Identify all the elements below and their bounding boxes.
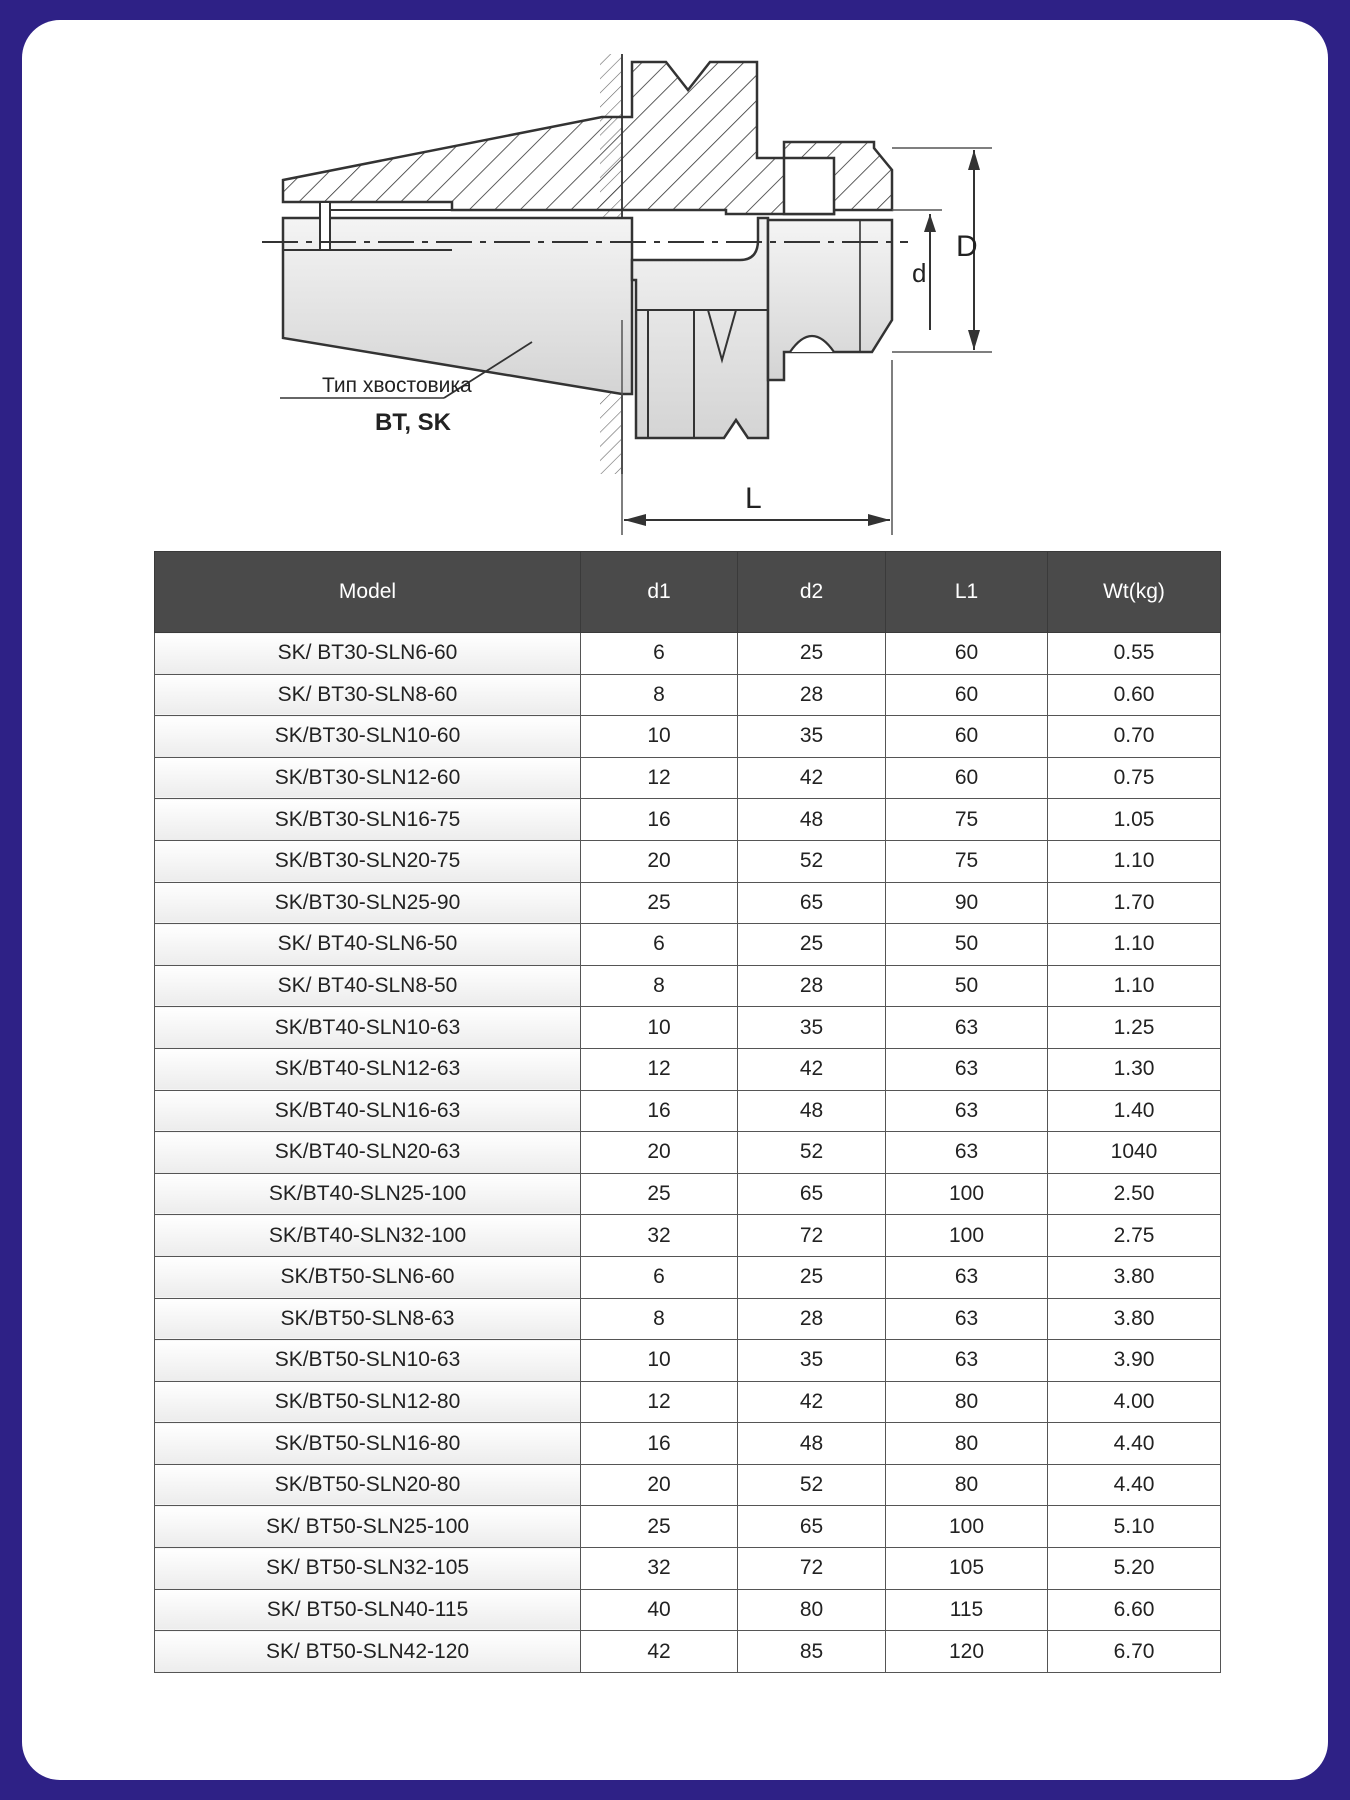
d2-cell: 52: [738, 1132, 886, 1174]
table-row: [155, 840, 1221, 882]
l1-cell: 63: [886, 1048, 1048, 1090]
d1-cell: 16: [581, 1423, 738, 1465]
tool-holder-drawing: [22, 20, 1328, 580]
d2-cell: 25: [738, 924, 886, 966]
weight-cell: 1.05: [1048, 799, 1221, 841]
d1-cell: 40: [581, 1589, 738, 1631]
weight-cell: 6.60: [1048, 1589, 1221, 1631]
weight-cell: 1040: [1048, 1132, 1221, 1174]
model-cell: SK/BT50-SLN8-63: [155, 1298, 581, 1340]
d1-cell: 32: [581, 1548, 738, 1590]
header-model: Model: [155, 552, 581, 633]
model-cell: SK/ BT50-SLN42-120: [155, 1631, 581, 1673]
model-cell: SK/ BT40-SLN6-50: [155, 924, 581, 966]
d1-cell: 42: [581, 1631, 738, 1673]
l1-cell: 50: [886, 965, 1048, 1007]
weight-cell: 3.90: [1048, 1340, 1221, 1382]
l1-cell: 63: [886, 1132, 1048, 1174]
table-row: [155, 1173, 1221, 1215]
table-row: [155, 965, 1221, 1007]
model-cell: SK/BT30-SLN25-90: [155, 882, 581, 924]
table-row: [155, 633, 1221, 675]
weight-cell: 3.80: [1048, 1298, 1221, 1340]
header-d1: d1: [581, 552, 738, 633]
l1-cell: 60: [886, 633, 1048, 675]
l1-cell: 60: [886, 757, 1048, 799]
d2-cell: 35: [738, 1007, 886, 1049]
model-cell: SK/BT50-SLN6-60: [155, 1256, 581, 1298]
d2-cell: 52: [738, 840, 886, 882]
d2-cell: 52: [738, 1464, 886, 1506]
spec-table: [154, 551, 1221, 1673]
weight-cell: 5.10: [1048, 1506, 1221, 1548]
model-cell: SK/BT40-SLN20-63: [155, 1132, 581, 1174]
shank-type-values: BT, SK: [375, 409, 452, 436]
l1-cell: 60: [886, 716, 1048, 758]
l1-cell: 100: [886, 1173, 1048, 1215]
weight-cell: 2.75: [1048, 1215, 1221, 1257]
l1-cell: 80: [886, 1423, 1048, 1465]
weight-cell: 1.10: [1048, 965, 1221, 1007]
weight-cell: 3.80: [1048, 1256, 1221, 1298]
l1-cell: 63: [886, 1090, 1048, 1132]
d2-cell: 42: [738, 1381, 886, 1423]
table-row: [155, 1132, 1221, 1174]
table-row: [155, 1381, 1221, 1423]
l1-cell: 63: [886, 1298, 1048, 1340]
d2-cell: 48: [738, 1090, 886, 1132]
model-cell: SK/ BT30-SLN6-60: [155, 633, 581, 675]
d2-cell: 85: [738, 1631, 886, 1673]
model-cell: SK/BT40-SLN25-100: [155, 1173, 581, 1215]
weight-cell: 6.70: [1048, 1631, 1221, 1673]
table-row: [155, 1048, 1221, 1090]
table-row: [155, 799, 1221, 841]
table-row: [155, 1506, 1221, 1548]
d2-cell: 72: [738, 1215, 886, 1257]
dim-d-label: d: [912, 258, 927, 288]
d1-cell: 16: [581, 799, 738, 841]
model-cell: SK/BT50-SLN10-63: [155, 1340, 581, 1382]
weight-cell: 0.75: [1048, 757, 1221, 799]
l1-cell: 115: [886, 1589, 1048, 1631]
d1-cell: 20: [581, 1132, 738, 1174]
l1-cell: 50: [886, 924, 1048, 966]
model-cell: SK/BT30-SLN20-75: [155, 840, 581, 882]
model-cell: SK/BT30-SLN12-60: [155, 757, 581, 799]
weight-cell: 4.40: [1048, 1423, 1221, 1465]
header-l1: L1: [886, 552, 1048, 633]
model-cell: SK/BT50-SLN20-80: [155, 1464, 581, 1506]
d2-cell: 35: [738, 1340, 886, 1382]
d2-cell: 80: [738, 1589, 886, 1631]
d2-cell: 48: [738, 1423, 886, 1465]
d2-cell: 25: [738, 633, 886, 675]
table-header-row: [155, 552, 1221, 633]
model-cell: SK/BT40-SLN32-100: [155, 1215, 581, 1257]
weight-cell: 4.40: [1048, 1464, 1221, 1506]
l1-cell: 75: [886, 840, 1048, 882]
weight-cell: 1.10: [1048, 924, 1221, 966]
weight-cell: 0.70: [1048, 716, 1221, 758]
header-d2: d2: [738, 552, 886, 633]
d1-cell: 12: [581, 1048, 738, 1090]
weight-cell: 0.60: [1048, 674, 1221, 716]
model-cell: SK/ BT50-SLN32-105: [155, 1548, 581, 1590]
d1-cell: 8: [581, 1298, 738, 1340]
l1-cell: 100: [886, 1215, 1048, 1257]
d1-cell: 6: [581, 1256, 738, 1298]
weight-cell: 1.40: [1048, 1090, 1221, 1132]
shank-type-label: Тип хвостовика: [322, 374, 472, 397]
table-row: [155, 1631, 1221, 1673]
table-row: [155, 1298, 1221, 1340]
d2-cell: 25: [738, 1256, 886, 1298]
dim-D-label: D: [956, 230, 978, 263]
d1-cell: 12: [581, 1381, 738, 1423]
d2-cell: 42: [738, 1048, 886, 1090]
model-cell: SK/BT40-SLN10-63: [155, 1007, 581, 1049]
table-row: [155, 1256, 1221, 1298]
model-cell: SK/ BT30-SLN8-60: [155, 674, 581, 716]
dim-L-label: L: [745, 482, 762, 515]
l1-cell: 80: [886, 1464, 1048, 1506]
d1-cell: 10: [581, 1340, 738, 1382]
table-row: [155, 716, 1221, 758]
flange: [632, 218, 768, 438]
weight-cell: 2.50: [1048, 1173, 1221, 1215]
weight-cell: 1.30: [1048, 1048, 1221, 1090]
d2-cell: 42: [738, 757, 886, 799]
weight-cell: 5.20: [1048, 1548, 1221, 1590]
model-cell: SK/BT30-SLN10-60: [155, 716, 581, 758]
d1-cell: 32: [581, 1215, 738, 1257]
model-cell: SK/BT50-SLN12-80: [155, 1381, 581, 1423]
d2-cell: 65: [738, 1506, 886, 1548]
table-row: [155, 757, 1221, 799]
l1-cell: 63: [886, 1256, 1048, 1298]
l1-cell: 75: [886, 799, 1048, 841]
d1-cell: 10: [581, 716, 738, 758]
model-cell: SK/BT30-SLN16-75: [155, 799, 581, 841]
l1-cell: 120: [886, 1631, 1048, 1673]
d1-cell: 16: [581, 1090, 738, 1132]
model-cell: SK/BT40-SLN12-63: [155, 1048, 581, 1090]
d1-cell: 20: [581, 1464, 738, 1506]
table-row: [155, 1215, 1221, 1257]
l1-cell: 105: [886, 1548, 1048, 1590]
d2-cell: 65: [738, 882, 886, 924]
d1-cell: 8: [581, 965, 738, 1007]
table-row: [155, 1464, 1221, 1506]
weight-cell: 0.55: [1048, 633, 1221, 675]
d1-cell: 8: [581, 674, 738, 716]
l1-cell: 100: [886, 1506, 1048, 1548]
l1-cell: 80: [886, 1381, 1048, 1423]
l1-cell: 63: [886, 1007, 1048, 1049]
model-cell: SK/BT50-SLN16-80: [155, 1423, 581, 1465]
table-row: [155, 1340, 1221, 1382]
d1-cell: 25: [581, 882, 738, 924]
weight-cell: 1.70: [1048, 882, 1221, 924]
header-weight: Wt(kg): [1048, 552, 1221, 633]
d1-cell: 6: [581, 924, 738, 966]
d2-cell: 28: [738, 1298, 886, 1340]
d1-cell: 25: [581, 1173, 738, 1215]
weight-cell: 4.00: [1048, 1381, 1221, 1423]
l1-cell: 63: [886, 1340, 1048, 1382]
table-row: [155, 1090, 1221, 1132]
table-row: [155, 1423, 1221, 1465]
taper-shank: [283, 218, 632, 394]
d2-cell: 65: [738, 1173, 886, 1215]
model-cell: SK/ BT40-SLN8-50: [155, 965, 581, 1007]
d2-cell: 48: [738, 799, 886, 841]
model-cell: SK/BT40-SLN16-63: [155, 1090, 581, 1132]
table-row: [155, 924, 1221, 966]
l1-cell: 90: [886, 882, 1048, 924]
model-cell: SK/ BT50-SLN40-115: [155, 1589, 581, 1631]
weight-cell: 1.10: [1048, 840, 1221, 882]
table-row: [155, 1007, 1221, 1049]
model-cell: SK/ BT50-SLN25-100: [155, 1506, 581, 1548]
d1-cell: 25: [581, 1506, 738, 1548]
weight-cell: 1.25: [1048, 1007, 1221, 1049]
l1-cell: 60: [886, 674, 1048, 716]
d2-cell: 35: [738, 716, 886, 758]
d1-cell: 20: [581, 840, 738, 882]
d1-cell: 12: [581, 757, 738, 799]
table-row: [155, 674, 1221, 716]
d1-cell: 10: [581, 1007, 738, 1049]
table-row: [155, 882, 1221, 924]
table-row: [155, 1589, 1221, 1631]
d1-cell: 6: [581, 633, 738, 675]
d2-cell: 72: [738, 1548, 886, 1590]
d2-cell: 28: [738, 674, 886, 716]
nose: [768, 220, 892, 380]
d2-cell: 28: [738, 965, 886, 1007]
table-row: [155, 1548, 1221, 1590]
